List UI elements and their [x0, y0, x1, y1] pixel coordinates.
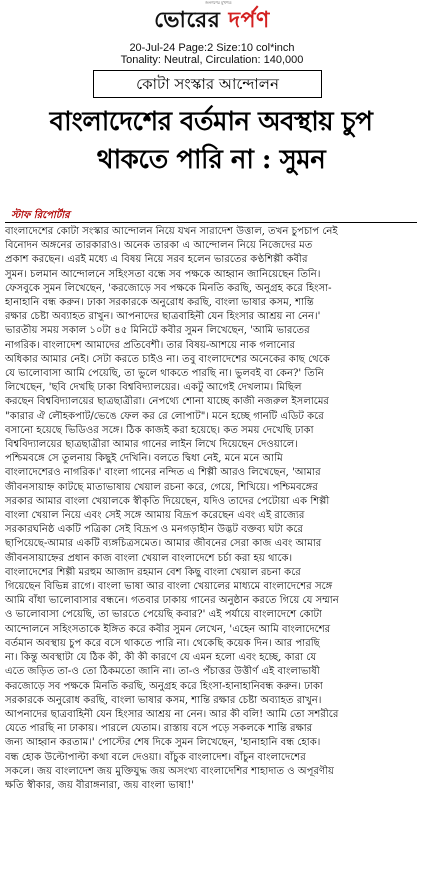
clip-tonality-line: Tonality: Neutral, Circulation: 140,000	[120, 54, 304, 66]
article-body-line: ছাপিয়েছে-আমার একটি ব্যঙ্গচিত্রসমেত। আমার জীবনের সেরা কাজ এবং আমার	[5, 538, 322, 550]
article-body-line: সুমন। চলমান আন্দোলনে সহিংসতা বন্ধে সব পক্ষকে আহ্বান জানিয়েছেন তিনি।	[5, 268, 321, 280]
article-body-line: বাংলাদেশের শিল্পী মরহুম আজাদ রহমান বেশ কিছু বাংলা খেয়াল রচনা করে	[5, 566, 301, 578]
article-body-line: ভারতীয় সময় সকাল ১০টা ৪৫ মিনিটে কবীর সুমন লিখেছেন, 'আমি ভারতের	[5, 325, 310, 337]
article-body-line: না। কিন্তু অবস্থাটা যে ঠিক কী, কী কী কারণে যে এমন হলো এবং হচ্ছে, কারা যে	[5, 652, 317, 664]
article-body-line: জীবনসায়াহ্নের প্রধান কাজ বাংলা খেয়াল বাংলাদেশে চর্চা করা হয় থাকে।	[5, 552, 293, 564]
logo-main-text: ভোরের	[154, 7, 229, 33]
newspaper-logo	[154, 3, 270, 40]
article-body-line: করছেন বিশ্ববিদ্যালয়ের ছাত্রছাত্রীরা। নেপথ্যে শোনা যাচ্ছে কাজী নজরুল ইসলামের	[5, 396, 329, 408]
article-body-line: যেতে পারছি না ঢাকায়। পারলে যেতাম। রাস্তায় বসে পড়ে সকলকে শান্তি রক্ষার	[5, 723, 313, 735]
headline-line-1: বাংলাদেশের বর্তমান অবস্থায় চুপ	[49, 107, 373, 137]
headline-line-2: থাকতে পারি না : সুমন	[96, 145, 326, 175]
article-body-line: ও ভালোবাসা পেয়েছি, তা ভারতে পেয়েছি কবার?' এই পর্যায়ে বাংলাদেশে কোটা	[5, 609, 322, 621]
article-clipping	[5, 70, 417, 872]
article-body-line: বাংলাদেশেরও নাগরিক।' বাংলা গানের নন্দিত এ শিল্পী আরও লিখেছেন, 'আমার	[5, 467, 321, 479]
article-body-line: বসানো হয়েছে ভিডিওর সঙ্গে। ঠিক কাজই করা হয়েছে। কত সময় দেখেছি ঢাকা	[5, 424, 314, 436]
article-body-line: বর্তমান অবস্থায় চুপ করে বসে থাকতে পারি না। থেকেছি কয়েক দিন। আর পারছি	[5, 637, 320, 649]
article-body-line: নাগরিক। বাংলাদেশ আমাদের প্রতিবেশী। তার বিষয়-আশয়ে নাক গলানোর	[5, 339, 296, 351]
article-body-line: হানাহানি বন্ধ করুন। ঢাকা সরকারকে অনুরোধ করছি, বাংলা ভাষার কসম, শান্তি	[5, 297, 314, 309]
byline-divider	[5, 222, 417, 223]
article-byline: স্টাফ রিপোর্টার	[11, 210, 70, 221]
article-body-line: আমি বাঁধা ভালোবাসার বন্ধনে। গতবার ঢাকায় গানের অনুষ্ঠান করতে গিয়ে যে সম্মান	[5, 595, 339, 607]
masthead-tagline: জনগণের মুখপত্র	[205, 0, 232, 5]
article-body-line: এতে জড়িত তা-ও তো ঠিকমতো জানি না। তা-ও পঁচাত্তর উত্তীর্ণ এই বাংলাভাষী	[5, 666, 320, 678]
article-body-line: ফেসবুকে সুমন লিখেছেন, 'করজোড়ে সব পক্ষকে মিনতি করছি, অনুগ্রহ করে হিংসা-	[5, 282, 332, 294]
article-body-line: অধিকার আমার নেই। সেটা করতে চাইও না। তবু বাংলাদেশের অনেকের কাছ থেকে	[5, 353, 330, 365]
article-kicker: কোটা সংস্কার আন্দোলন	[93, 70, 322, 98]
article-body-line: সকলে। জয় বাংলাদেশ জয় মুক্তিযুদ্ধ জয় অসংখ্য বাংলাদেশির শাহাদাত ও অপূরণীয়	[5, 765, 334, 777]
article-body-line: আপনাদের ছাত্রবাহিনী যেন হিংসার আশ্রয় না নেন। আর কী বলি! আমি তো সশরীরে	[5, 708, 339, 720]
article-body-line: লিখেছেন, 'ছবি দেখছি ঢাকা বিশ্ববিদ্যালয়ের। একটু আগেই দেখলাম। মিছিল	[5, 382, 302, 394]
article-body-line: সরকারকে অনুরোধ করছি, বাংলা ভাষার কসম, শান্তি রক্ষার চেষ্টা অব্যাহত রাখুন।	[5, 694, 322, 706]
article-body-line: সরকারঘনিষ্ঠ একটি পত্রিকা সেই বিদ্রূপ ও মনগড়াহীন উদ্ভট বক্তব্য ঘটা করে	[5, 524, 303, 536]
article-body-line: যে ভালোবাসা আমি পেয়েছি, তা ভুলে থাকতে পারছি না। ভুলবই বা কেন?' তিনি	[5, 368, 324, 380]
article-body-line: ক্ষতি স্বীকার, জয় বীরাঙ্গনারা, জয় বাংলা ভাষা!'	[5, 779, 195, 791]
logo-accent-text: দর্পণ	[228, 7, 270, 33]
article-body-line: বিশ্ববিদ্যালয়ের ছাত্রছাত্রীরা আমার গানের লাইন লিখে দিয়েছেন দেওয়ালে।	[5, 439, 298, 451]
article-headline	[5, 103, 417, 179]
article-body-line: প্রকাশ করছেন। এরই মধ্যে এ বিষয় নিয়ে সরব হলেন ভারতের কণ্ঠশিল্পী কবীর	[5, 254, 308, 266]
article-body-line: "কারার ঐ লৌহকপাট/ভেঙে ফেল কর রে লোপাট"। মনে হচ্ছে গানটি এডিট করে	[5, 410, 324, 422]
article-body-line: গিয়েছেন বিভিন্ন রাগে। বাংলা ভাষা আর বাংলা খেয়ালের মাধ্যমে বাংলাদেশের সঙ্গে	[5, 581, 333, 593]
article-body-line: বন্ধ হোক উল্টোপাল্টা কথা বলে দেওয়া। বাঁচুক বাংলাদেশ। বাঁচুন বাংলাদেশের	[5, 751, 306, 763]
newspaper-masthead	[0, 0, 424, 66]
article-body-line: করজোড়ে সব পক্ষকে মিনতি করছি, অনুগ্রহ করে হিংসা-হানাহানিবন্ধ করুন। ঢাকা	[5, 680, 323, 692]
article-body-line: রক্ষার চেষ্টা অব্যাহত রাখুন। আপনাদের ছাত্রবাহিনী যেন হিংসার আশ্রয় না নেন।'	[5, 311, 321, 323]
article-body-line: বাংলা খেয়াল নিয়ে এবং সেই সঙ্গে আমায় বিদ্রূপ করেছেন এবং এই রাজ্যের	[5, 510, 305, 522]
article-body-line: বিনোদন অঙ্গনের তারকারাও। অনেক তারকা এ আন্দোলন নিয়ে নিজেদের মত	[5, 240, 313, 252]
article-body-line: জন্য আহ্বান করতাম।' পোস্টের শেষ দিকে সুমন লিখেছেন, 'হানাহানি বন্ধ হোক।	[5, 737, 321, 749]
clip-date-line: 20-Jul-24 Page:2 Size:10 col*inch	[129, 42, 295, 54]
article-body-line: পশ্চিমবঙ্গে সে তুলনায় কিছুই দেখিনি। বলতে দ্বিধা নেই, মনে মনে আমি	[5, 453, 283, 465]
article-body-line: জীবনসায়াহ্ন কাটছে মাতাভাষায় খেয়াল রচনা করে, গেয়ে, শিখিয়ে। পশ্চিমবঙ্গের	[5, 481, 318, 493]
article-body	[5, 225, 417, 793]
article-body-line: আন্দোলনে সহিংসতাকে ইঙ্গিত করে কবীর সুমন লেখেন, 'এহেন আমি বাংলাদেশের	[5, 623, 331, 635]
article-body-line: বাংলাদেশের কোটা সংস্কার আন্দোলন নিয়ে যখন সারাদেশ উত্তাল, তখন চুপচাপ নেই	[5, 226, 338, 237]
article-body-line: সরকার আমার বাংলা খেয়ালকে স্বীকৃতি দিয়েছেন, যদিও তাদের পেটোয়া এক শিল্পী	[5, 495, 330, 507]
